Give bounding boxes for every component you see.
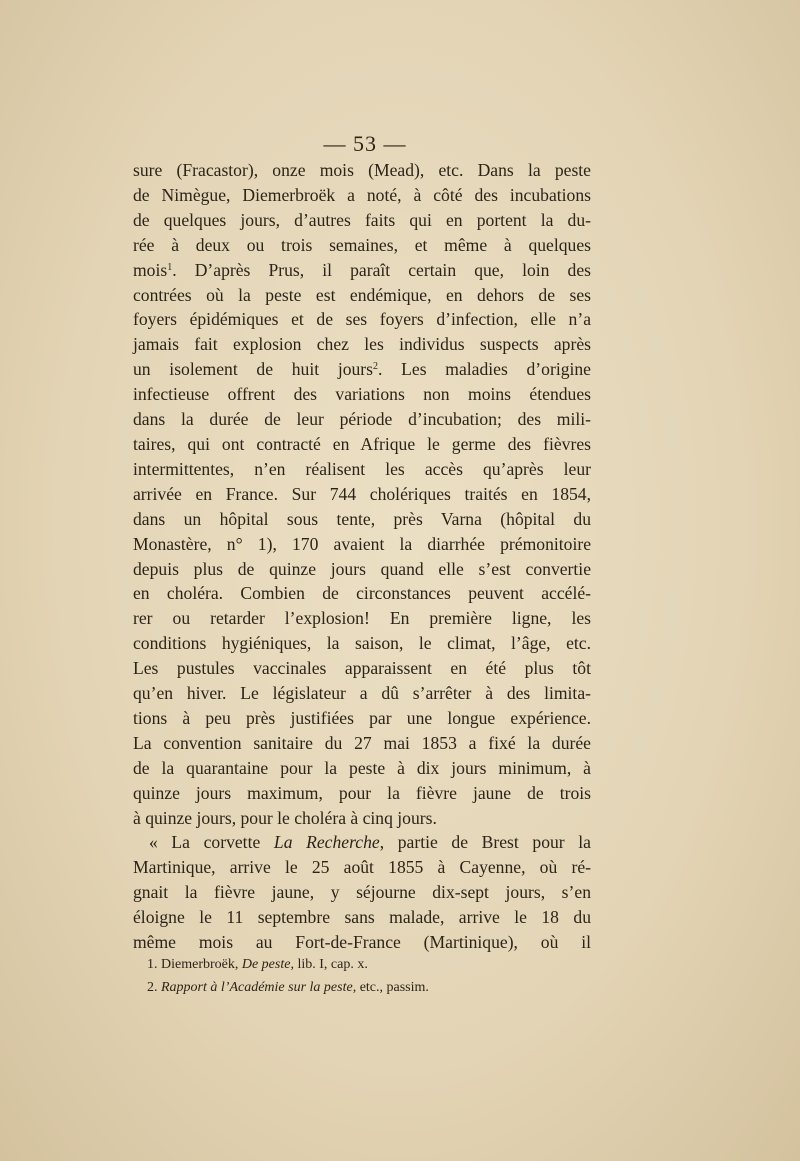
text-line: rer ou retarder l’explosion! En première ligne, les	[133, 608, 591, 629]
footnotes	[147, 953, 597, 999]
text-line: foyers épidémiques et de ses foyers d’infection, elle n’a	[133, 309, 591, 330]
footnote-1	[147, 953, 597, 976]
text-line: conditions hygiéniques, la saison, le climat, l’âge, etc.	[133, 633, 591, 654]
text-line: arrivée en France. Sur 744 cholériques traités en 1854,	[133, 483, 591, 504]
text-line: qu’en hiver. Le législateur a dû s’arrêter à des limita-	[133, 683, 591, 704]
footnote-text: 2.	[147, 980, 161, 995]
text-line	[133, 258, 591, 283]
text-line: rée à deux ou trois semaines, et même à quelques	[133, 234, 591, 255]
text-line: La convention sanitaire du 27 mai 1853 a fixé la durée	[133, 732, 591, 753]
footnote-2	[147, 976, 597, 999]
text-line: éloigne le 11 septembre sans malade, arrive le 18 du	[133, 907, 591, 928]
text-line: de la quarantaine pour la peste à dix jours minimum, à	[133, 757, 591, 778]
ship-name: La Recherche	[273, 832, 380, 853]
text-segment: , partie de Brest pour la	[379, 832, 591, 853]
footnote-title: Rapport à l’Académie sur la peste	[161, 980, 353, 995]
text-line: gnait la fièvre jaune, y séjourne dix-sept jours, s’en	[133, 882, 591, 903]
footnote-ref-1: 1	[167, 261, 173, 273]
text-line: même mois au Fort-de-France (Martinique), où il	[133, 932, 591, 953]
text-line: à quinze jours, pour le choléra à cinq jours.	[133, 807, 437, 828]
text-segment: « La corvette	[149, 832, 274, 853]
text-line: de quelques jours, d’autres faits qui en portent la du-	[133, 209, 591, 230]
footnote-ref-2: 2	[373, 361, 379, 373]
body-text	[133, 158, 591, 955]
text-line: jamais fait explosion chez les individus suspects après	[133, 334, 591, 355]
footnote-text: , etc., passim.	[352, 980, 429, 995]
text-line: contrées où la peste est endémique, en dehors de ses	[133, 284, 591, 305]
text-line: intermittentes, n’en réalisent les accès qu’après leur	[133, 458, 591, 479]
text-line: taires, qui ont contracté en Afrique le germe des fièvres	[133, 433, 591, 454]
text-segment: . D’après Prus, il paraît certain que, loin des	[172, 259, 591, 280]
text-line	[133, 830, 591, 855]
text-segment: . Les maladies d’origine	[378, 359, 591, 380]
text-line: Monastère, n° 1), 170 avaient la diarrhée prémonitoire	[133, 533, 591, 554]
text-line: infectieuse offrent des variations non moins étendues	[133, 384, 591, 405]
text-line: Martinique, arrive le 25 août 1855 à Cayenne, où ré-	[133, 857, 591, 878]
text-segment: mois	[133, 259, 168, 280]
footnote-title: De peste	[241, 957, 291, 972]
text-segment: un isolement de huit jours	[133, 359, 374, 380]
text-line: tions à peu près justifiées par une longue expérience.	[133, 707, 591, 728]
page-number: — 53 —	[323, 131, 407, 156]
text-line	[133, 357, 591, 382]
text-line: dans un hôpital sous tente, près Varna (hôpital du	[133, 508, 591, 529]
text-line: depuis plus de quinze jours quand elle s’est convertie	[133, 558, 591, 579]
text-line: Les pustules vaccinales apparaissent en été plus tôt	[133, 658, 591, 679]
text-line: quinze jours maximum, pour la fièvre jaune de trois	[133, 782, 591, 803]
text-line: de Nimègue, Diemerbroëk a noté, à côté des incubations	[133, 184, 591, 205]
text-line: dans la durée de leur période d’incubation; des mili-	[133, 409, 591, 430]
footnote-text: , lib. I, cap. x.	[290, 957, 368, 972]
footnote-text: 1. Diemerbroëk,	[147, 957, 242, 972]
text-line: en choléra. Combien de circonstances peuvent accélé-	[133, 583, 591, 604]
text-line: sure (Fracastor), onze mois (Mead), etc. Dans la peste	[133, 160, 591, 180]
